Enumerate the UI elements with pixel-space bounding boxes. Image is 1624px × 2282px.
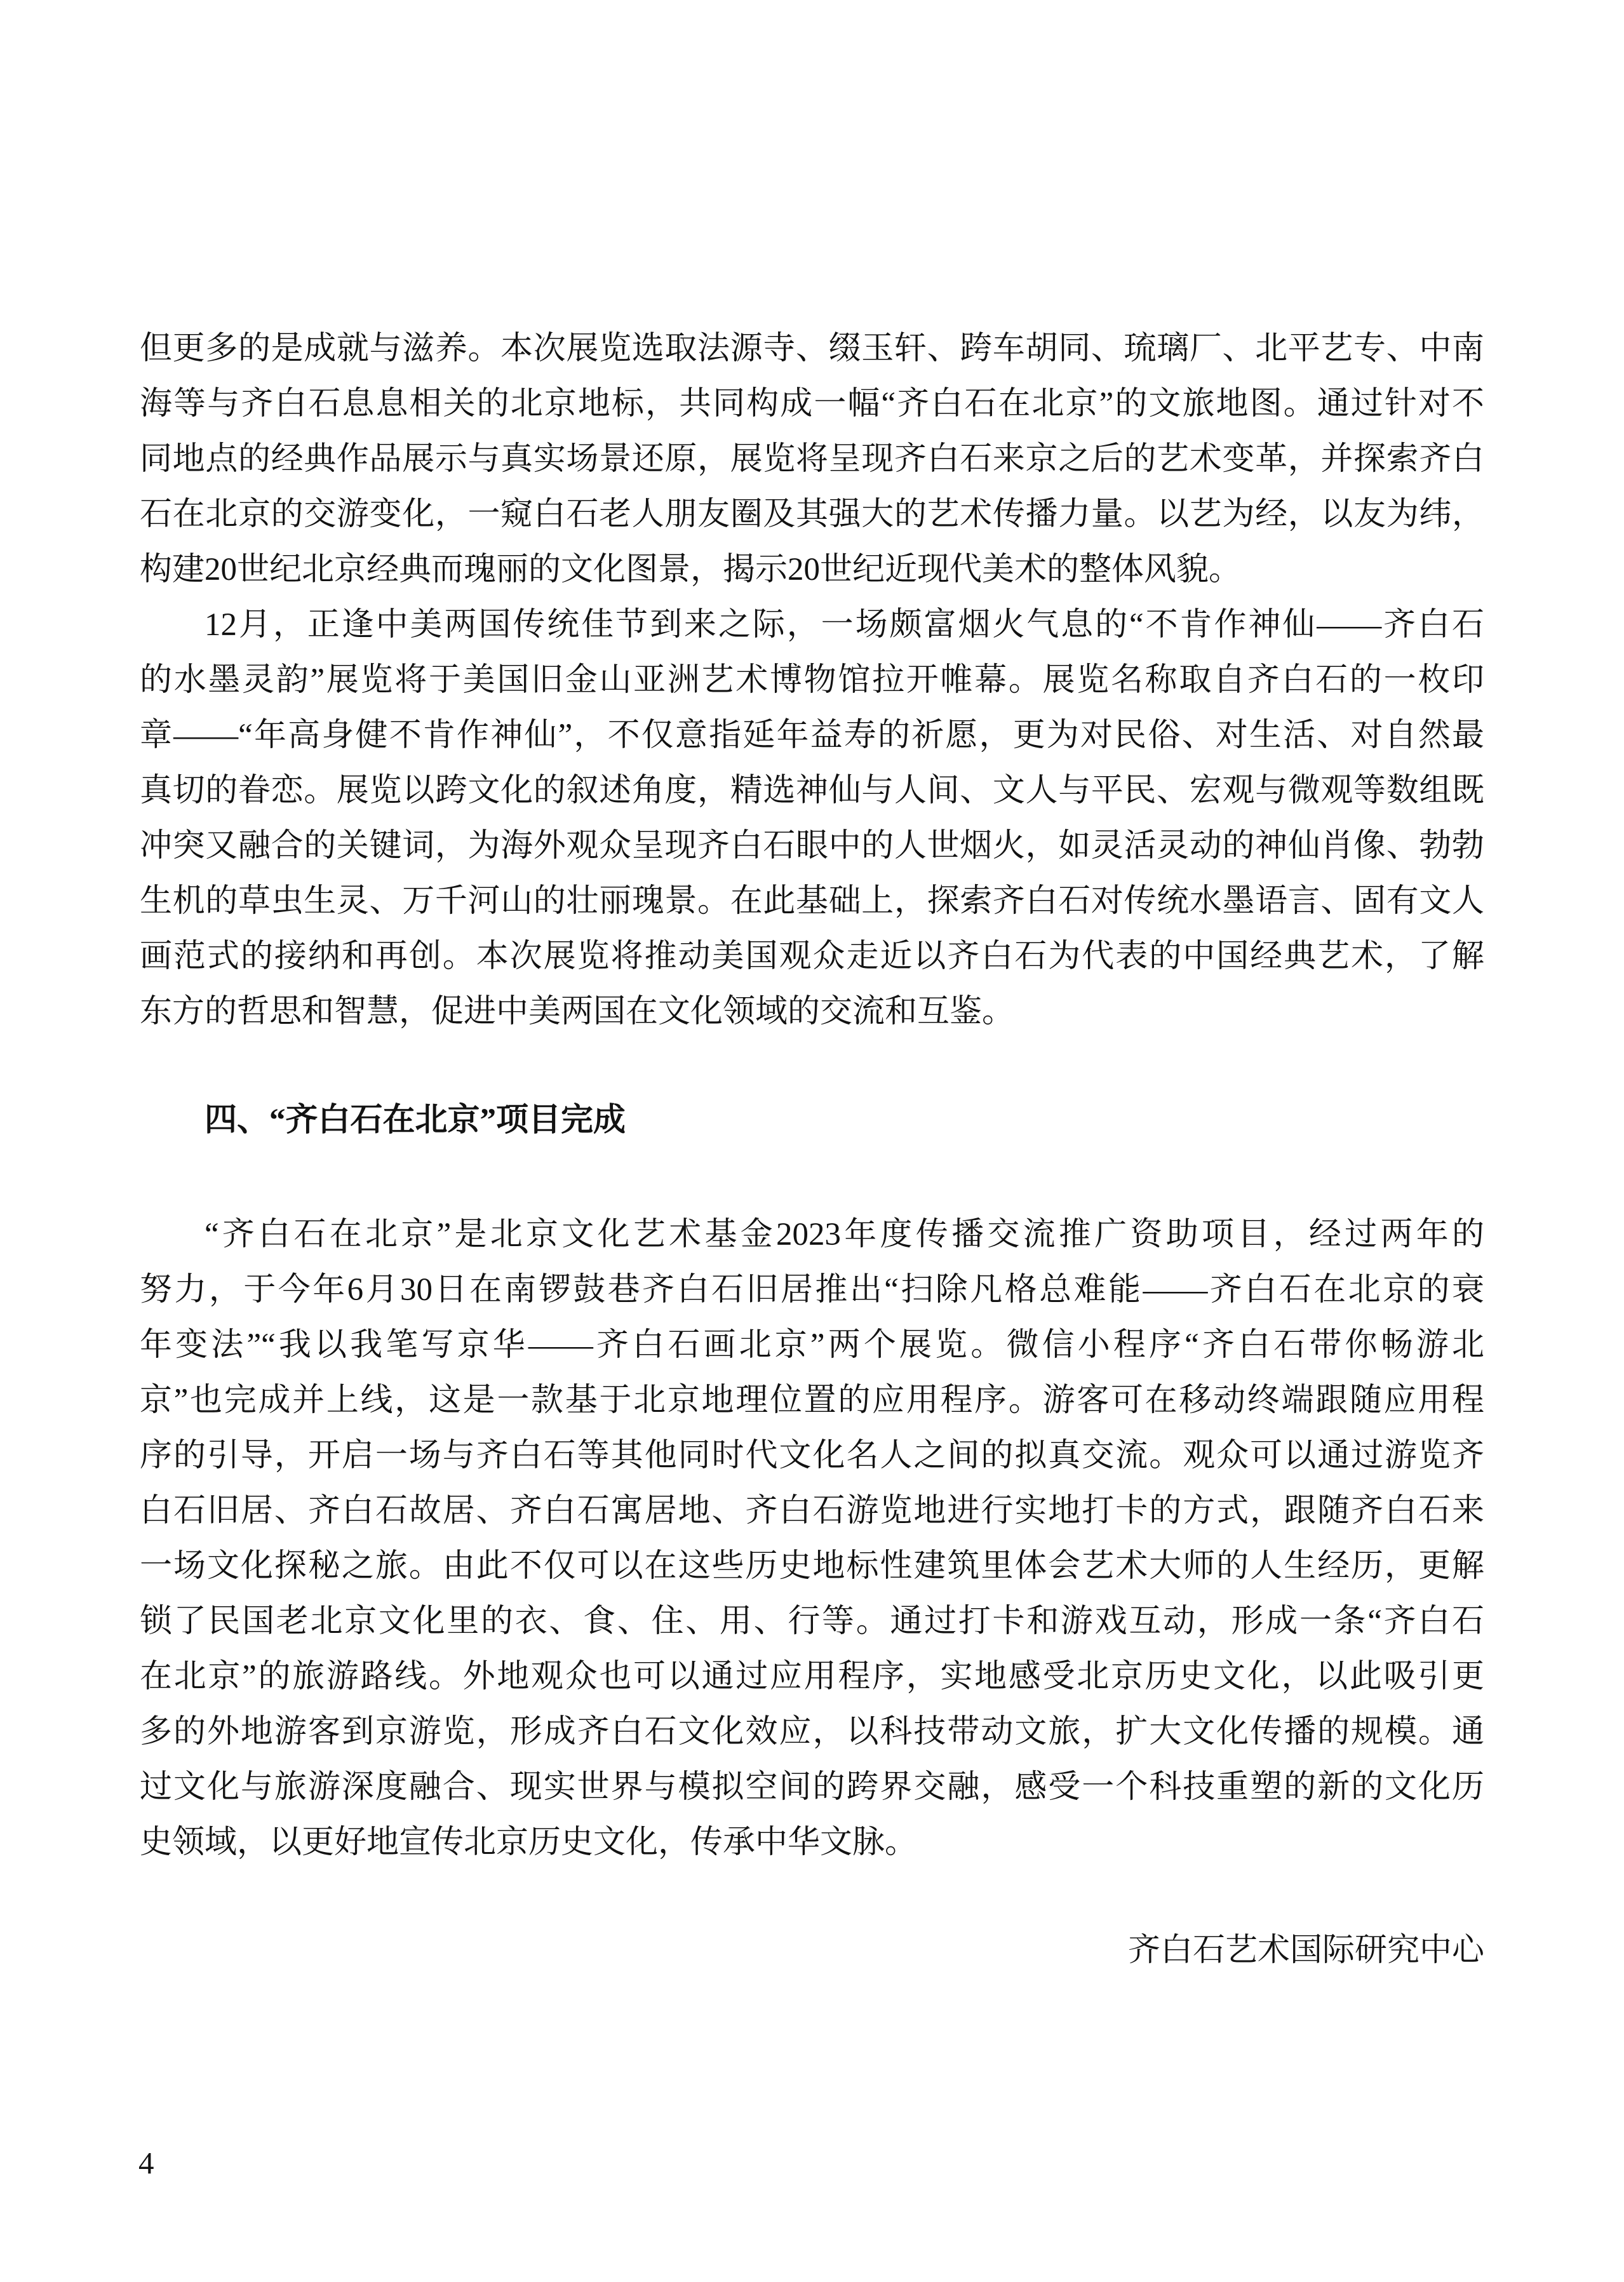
page-number: 4 <box>138 2145 154 2180</box>
text-line: 东方的哲思和智慧，促进中美两国在文化领域的交流和互鉴。 <box>140 994 1015 1030</box>
paragraph-december-exhibition <box>140 598 1484 1040</box>
text-line: 同地点的经典作品展示与真实场景还原，展览将呈现齐白石来京之后的艺术变革，并探索齐白 <box>140 441 1484 477</box>
text-line: 构建20世纪北京经典而瑰丽的文化图景，揭示20世纪近现代美术的整体风貌。 <box>140 552 1242 587</box>
text-line: 12月，正逢中美两国传统佳节到来之际，一场颇富烟火气息的“不肯作神仙——齐白石 <box>205 607 1484 643</box>
text-line: 多的外地游客到京游览，形成齐白石文化效应，以科技带动文旅，扩大文化传播的规模。通 <box>140 1714 1484 1750</box>
text-line: 章——“年高身健不肯作神仙”，不仅意指延年益寿的祈愿，更为对民俗、对生活、对自然最 <box>140 718 1484 753</box>
text-line: 年变法”“我以我笔写京华——齐白石画北京”两个展览。微信小程序“齐白石带你畅游北 <box>140 1327 1484 1363</box>
text-line: 一场文化探秘之旅。由此不仅可以在这些历史地标性建筑里体会艺术大师的人生经历，更解 <box>140 1548 1484 1584</box>
paragraph-project-completion <box>140 1207 1484 1870</box>
text-line: 过文化与旅游深度融合、现实世界与模拟空间的跨界交融，感受一个科技重塑的新的文化历 <box>140 1769 1484 1805</box>
section-heading: 四、“齐白石在北京”项目完成 <box>205 1103 626 1138</box>
text-line: 史领域，以更好地宣传北京历史文化，传承中华文脉。 <box>140 1825 918 1860</box>
text-line: 京”也完成并上线，这是一款基于北京地理位置的应用程序。游客可在移动终端跟随应用程 <box>140 1383 1484 1418</box>
signature: 齐白石艺术国际研究中心 <box>1127 1933 1484 1968</box>
text-line: 画范式的接纳和再创。本次展览将推动美国观众走近以齐白石为代表的中国经典艺术，了解 <box>140 939 1484 974</box>
text-line: 白石旧居、齐白石故居、齐白石寓居地、齐白石游览地进行实地打卡的方式，跟随齐白石来 <box>140 1493 1484 1529</box>
text-line: 海等与齐白石息息相关的北京地标，共同构成一幅“齐白石在北京”的文旅地图。通过针对不 <box>140 386 1484 422</box>
document-body <box>140 321 1484 1978</box>
text-line: 序的引导，开启一场与齐白石等其他同时代文化名人之间的拟真交流。观众可以通过游览齐 <box>140 1438 1484 1473</box>
text-line: 努力，于今年6月30日在南锣鼓巷齐白石旧居推出“扫除凡格总难能——齐白石在北京的衰 <box>140 1272 1484 1308</box>
text-line: 但更多的是成就与滋养。本次展览选取法源寺、缀玉轩、跨车胡同、琉璃厂、北平艺专、中南 <box>140 331 1484 366</box>
text-line: 的水墨灵韵”展览将于美国旧金山亚洲艺术博物馆拉开帷幕。展览名称取自齐白石的一枚印 <box>140 662 1484 698</box>
text-line: 生机的草虫生灵、万千河山的壮丽瑰景。在此基础上，探索齐白石对传统水墨语言、固有文人 <box>140 883 1484 919</box>
paragraph-beijing-landmarks <box>140 321 1484 598</box>
text-line: 真切的眷恋。展览以跨文化的叙述角度，精选神仙与人间、文人与平民、宏观与微观等数组既 <box>140 773 1484 809</box>
text-line: “齐白石在北京”是北京文化艺术基金2023年度传播交流推广资助项目，经过两年的 <box>205 1217 1484 1252</box>
text-line: 冲突又融合的关键词，为海外观众呈现齐白石眼中的人世烟火，如灵活灵动的神仙肖像、勃勃 <box>140 828 1484 864</box>
text-line: 锁了民国老北京文化里的衣、食、住、用、行等。通过打卡和游戏互动，形成一条“齐白石 <box>140 1604 1484 1639</box>
text-line: 石在北京的交游变化，一窥白石老人朋友圈及其强大的艺术传播力量。以艺为经，以友为纬， <box>140 497 1484 532</box>
text-line: 在北京”的旅游路线。外地观众也可以通过应用程序，实地感受北京历史文化，以此吸引更 <box>140 1659 1484 1695</box>
